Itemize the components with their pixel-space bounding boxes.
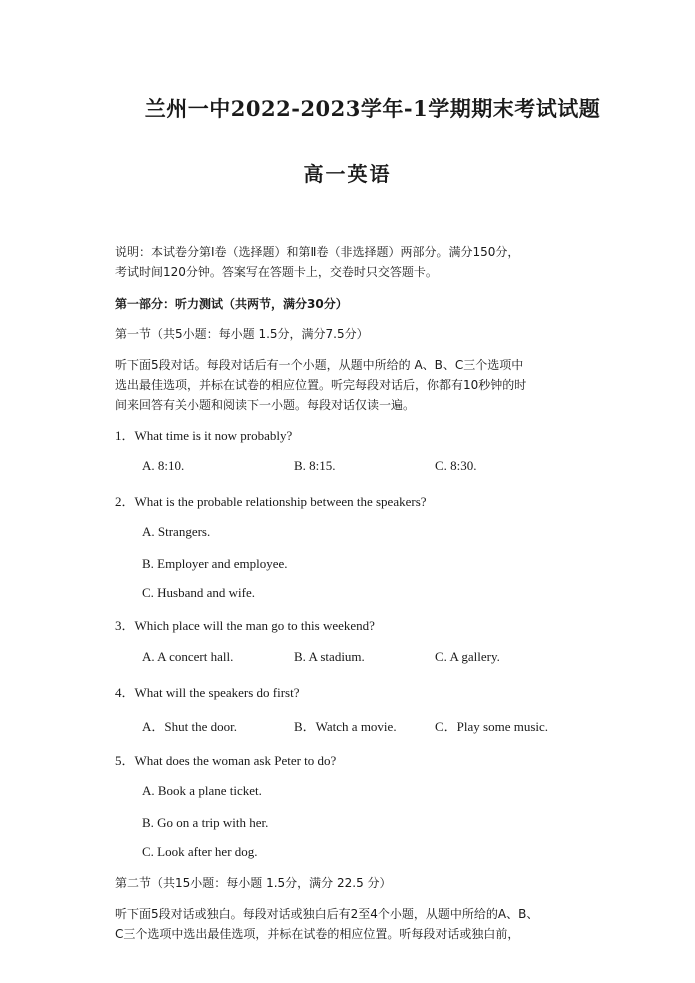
question-1-option-b: B. 8:15. [294, 458, 336, 473]
question-3-option-b: B. A stadium. [294, 649, 365, 664]
section2-desc-line-2: C三个选项中选出最佳选项，并标在试卷的相应位置。听每段对话或独白前， [115, 927, 520, 941]
section1-desc-line-1: 听下面5段对话。每段对话后有一个小题，从题中所给的 A、B、C三个选项中 [115, 358, 524, 372]
question-2-option-b: B. Employer and employee. [142, 556, 288, 571]
question-4-option-c: C．Play some music. [435, 719, 549, 734]
question-2-option-a: A. Strangers. [142, 524, 211, 539]
exam-subtitle: 高一英语 [303, 162, 392, 186]
question-4-option-a: A．Shut the door. [142, 719, 237, 734]
exam-title: 兰州一中2022-2023学年-1学期期末考试试题 [144, 96, 601, 121]
question-5-option-c: C. Look after her dog. [142, 844, 258, 859]
question-3-stem: 3．Which place will the man go to this weekend? [115, 618, 375, 633]
question-2-option-c: C. Husband and wife. [142, 585, 256, 600]
section1-description [115, 355, 585, 415]
question-3-option-c: C. A gallery. [435, 649, 500, 664]
question-5-stem: 5．What does the woman ask Peter to do? [115, 753, 337, 768]
section2-heading: 第二节（共15小题：每小题 1.5分，满分 22.5 分） [115, 876, 392, 890]
question-5-option-b: B. Go on a trip with her. [142, 815, 269, 830]
instructions-line-1: 说明：本试卷分第Ⅰ卷（选择题）和第Ⅱ卷（非选择题）两部分。满分150分， [115, 245, 520, 259]
part1-heading: 第一部分：听力测试（共两节，满分30分） [115, 297, 348, 311]
question-4-option-b: B．Watch a movie. [294, 719, 397, 734]
question-1-stem: 1．What time is it now probably? [115, 428, 293, 443]
question-2-stem: 2．What is the probable relationship between the speakers? [115, 494, 427, 509]
section2-description [115, 904, 585, 944]
instructions-line-2: 考试时间120分钟。答案写在答题卡上，交卷时只交答题卡。 [115, 265, 438, 279]
section1-heading: 第一节（共5小题：每小题 1.5分，满分7.5分） [115, 327, 369, 341]
question-4-stem: 4．What will the speakers do first? [115, 685, 300, 700]
section1-desc-line-3: 间来回答有关小题和阅读下一小题。每段对话仅读一遍。 [115, 398, 416, 412]
question-5-option-a: A. Book a plane ticket. [142, 783, 262, 798]
question-1-option-a: A. 8:10. [142, 458, 185, 473]
section2-desc-line-1: 听下面5段对话或独白。每段对话或独白后有2至4个小题，从题中所给的A、B、 [115, 907, 539, 921]
question-1-option-c: C. 8:30. [435, 458, 477, 473]
section1-desc-line-2: 选出最佳选项，并标在试卷的相应位置。听完每段对话后，你都有10秒钟的时 [115, 378, 527, 392]
instructions [115, 242, 585, 282]
question-3-option-a: A. A concert hall. [142, 649, 234, 664]
